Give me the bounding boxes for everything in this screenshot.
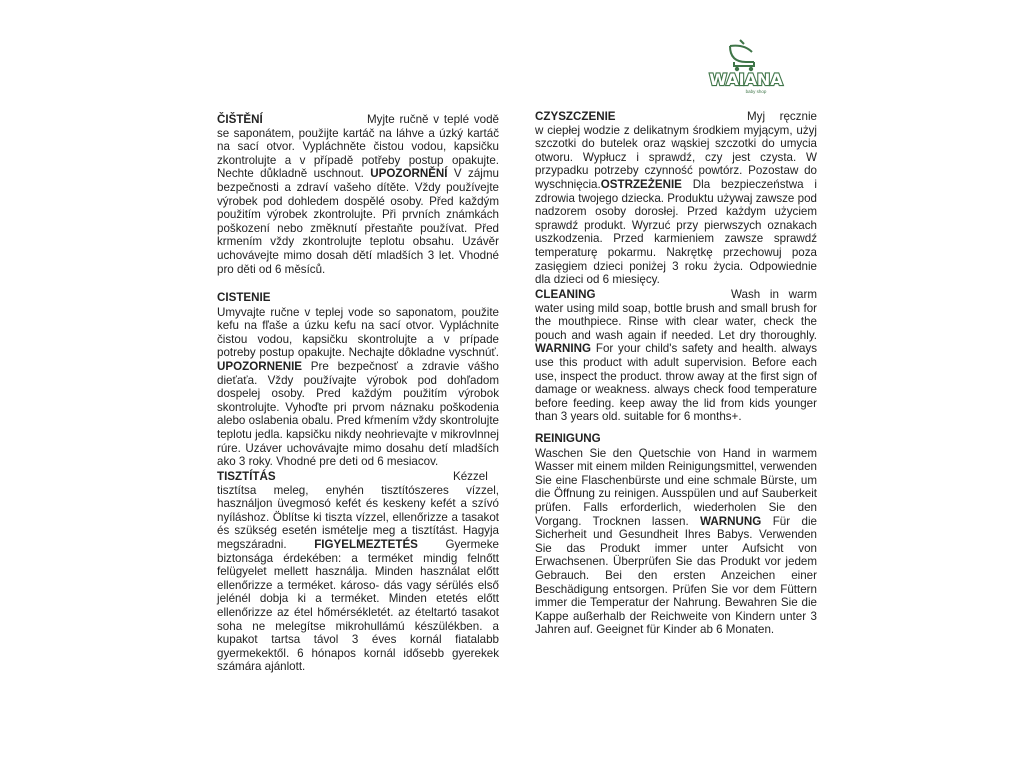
warning-text: Für die Sicherheit und Gesundheit Ihres Babys. Verwenden Sie das Produkt immer unter Aufsicht von Erwachsenen. Überprüfen Sie das Produkt vor jedem Gebrauch. Bei den ersten Anzeichen einer Beschädigung entsorgen. Prüfen Sie vor dem Füttern immer die Temperatur der Nahrung. Bewahren Sie die Kappe außerhalb der Reichweite von Kindern unter 3 Jahren auf. Geeignet für Kinder ab 6 Monaten. [535, 514, 817, 637]
section-heading: TISZTÍTÁS [217, 470, 276, 483]
section-heading: CISTENIE [217, 291, 271, 304]
cleaning-text: Wash in warm water using mild soap, bottle brush and small brush for the mouthpiece. Rinse with clear water, check the pouch and wash again if needed. Let dry thoroughly. [535, 288, 817, 342]
warning-label: UPOZORNĚNÍ [370, 167, 448, 181]
warning-text: Dla bezpieczeństwa i zdrowia twojego dziecka. Produktu używaj zawsze pod nadzorem osoby dorosłej. Przed każdym użyciem sprawdź produkt. Wyrzuć przy pierwszych oznakach uszkodzenia. Przed karmieniem zawsze sprawdź temperaturę pokarmu. Nakrętkę przechowuj poza zasięgiem dzieci poniżej 3 roku życia. Odpowiednie dla dzieci od 6 miesięcy. [535, 177, 817, 287]
warning-label: OSTRZEŻENIE [600, 177, 682, 191]
section-hungarian [217, 470, 499, 674]
cleaning-text: Myjte ručně v teplé vodě se saponátem, použijte kartáč na láhve a úzký kartáč na sací otvor. Vypláchněte čistou vodou, kapsičku zkontrolujte a v případě potřeby postup opakujte. Nechte důkladně uschnout. [217, 113, 499, 181]
logo-tagline: baby shop [745, 89, 767, 94]
warning-label: UPOZORNENIE [217, 359, 303, 373]
brand-logo [700, 38, 792, 98]
cleaning-text: Waschen Sie den Quetschie von Hand in warmem Wasser mit einem milden Reinigungsmittel, verwenden Sie eine Flaschenbürste und eine schmale Bürste, um die Öffnung zu reinigen. Ausspülen und auf Sauberkeit prüfen. Falls erforderlich, wiederholen Sie den Vorgang. Trocknen lassen. [535, 446, 817, 528]
warning-label: WARNING [535, 342, 592, 356]
section-polish [535, 110, 817, 287]
warning-text: Pre bezpečnosť a zdravie vášho dieťaťa. Vždy používajte výrobok pod dohľadom dospelej osoby. Pred každým použitím výrobok skontrolujte. Vyhoďte pri prvom náznaku poškodenia alebo oslabenia obalu. Pred kŕmením vždy skontrolujte teplotu jedla. kapsičku nikdy neohrievajte v mikrovlnnej rúre. Uzáver uchovávajte mimo dosahu detí mladších ako 3 roky. Vhodné pre deti od 6 mesiacov. [217, 359, 499, 469]
section-heading: CLEANING [535, 288, 596, 301]
section-german [535, 432, 817, 637]
section-heading: CZYSZCZENIE [535, 110, 616, 123]
cleaning-text: Umyvajte ručne v teplej vode so saponatom, použite kefu na fľaše a úzku kefu na sací otvor. Vypláchnite čistou vodou, kapsičku skontrolujte a v prípade potreby postup opakujte. Nechajte dôkladne vyschnúť. [217, 305, 499, 360]
section-slovak [217, 291, 499, 469]
warning-label: WARNUNG [700, 514, 762, 528]
baby-stroller-icon [700, 38, 792, 98]
section-english [535, 288, 817, 424]
warning-label: FIGYELMEZTETÉS [314, 537, 418, 551]
section-heading: REINIGUNG [535, 432, 601, 445]
section-czech [217, 113, 499, 276]
cleaning-text: Myj ręcznie w ciepłej wodzie z delikatnym środkiem myjącym, użyj szczotki do butelek oraz wąskiej szczotki do umycia otworu. Wypłucz i sprawdź, czy jest czysta. W przypadku potrzeby czynność powtórz. Pozostaw do wyschnięcia. [535, 110, 817, 191]
logo-brand-text: WAIANA [709, 70, 783, 89]
warning-text: Gyermeke biztonsága érdekében: a terméket mindig felnőtt felügyelet mellett használja. Minden használat előtt ellenőrizze a terméket. károso- dás vagy sérülés első jelénél dobja ki a terméket. Minden etetés előtt ellenőrizze az étel hőmérsékletét. az ételtartó tasakot soha ne melegítse mikrohullámú készülékben. a kupakot tartsa távol 3 éves kornál fiatalabb gyermekektől. 6 hónapos kornál idősebb gyerekek számára ajánlott. [217, 537, 499, 674]
cleaning-text: Kézzel tisztítsa meleg, enyhén tisztítószeres vízzel, használjon üvegmosó kefét és keskeny kefét a szívó nyíláshoz. Öblítse ki tiszta vízzel, ellenőrizze a tasakot és szükség esetén ismételje meg a tisztítást. Hagyja megszáradni. [217, 470, 499, 551]
section-heading: ČIŠTĚNÍ [217, 113, 263, 126]
warning-text: For your child's safety and health. always use this product with adult supervision. Before each use, inspect the product. throw away at the first sign of damage or weakness. always check food temperature before feeding. keep away the lid from kids younger than 3 years old. suitable for 6 months+. [535, 342, 817, 424]
warning-text: V zájmu bezpečnosti a zdraví vašeho dítěte. Vždy používejte výrobek pod dohledem dospělé osoby. Před každým použitím výrobek zkontrolujte. Při prvních známkách poškození nebo změknutí přestaňte používat. Před krmením vždy zkontrolujte teplotu obsahu. Uzávěr uchovávejte mimo dosah dětí mladších 3 let. Vhodné pro děti od 6 měsíců. [217, 167, 499, 276]
